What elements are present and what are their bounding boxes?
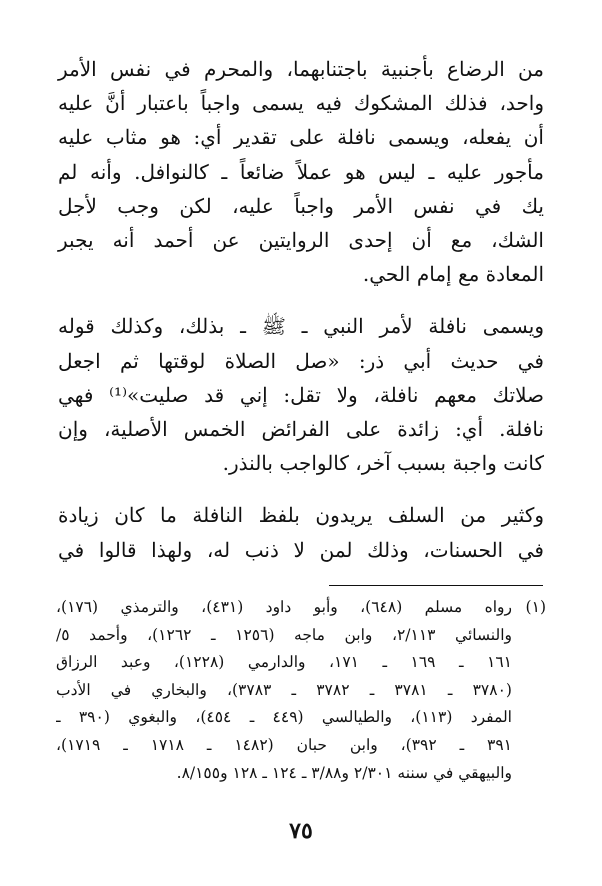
footnote-text: والنسائي ٢/١١٣، وابن ماجه (١٢٥٦ ـ ١٢٦٢)، وأحمد ٥/	[56, 625, 513, 644]
main-text	[58, 52, 544, 585]
footnote-text: (٣٧٨٠ ـ ٣٧٨١ ـ ٣٧٨٢ ـ ٣٧٨٣)، والبخاري في الأدب	[56, 680, 512, 699]
text-line: وكثير من السلف يريدون بلفظ النافلة ما كان زيادة	[58, 503, 544, 528]
footnote-line	[56, 649, 546, 677]
text-line: واحد، فذلك المشكوك فيه يسمى واجباً باعتبار أنَّ عليه	[58, 91, 544, 116]
footnote-line	[56, 677, 546, 705]
footnote-line	[56, 594, 546, 622]
footnote-divider	[329, 585, 543, 586]
footnote-text: والبيهقي في سننه ٢/٣٠١ و٣/٨٨ ـ ١٢٤ ـ ١٢٨ و٨/١٥٥.	[176, 763, 512, 782]
text-line: مأجور عليه ـ ليس هو عملاً ضائعاً ـ كالنوافل. وأنه لم	[58, 159, 544, 184]
footnote-text: المفرد (١١٣)، والطيالسي (٤٤٩ ـ ٤٥٤)، والبغوي (٣٩٠ ـ	[56, 708, 512, 727]
text-line: نافلة. أي: زائدة على الفرائض الخمس الأصلية، وإن	[58, 417, 544, 442]
text-line: الشك، مع أن إحدى الروايتين عن أحمد أنه يجبر	[58, 228, 544, 253]
text-line: صلاتك معهم نافلة، ولا تقل: إني قد صليت»⁽¹⁾ فهي	[58, 382, 544, 407]
footnote-text: ٣٩١ ـ ٣٩٢)، وابن حبان (١٤٨٢ ـ ١٧١٨ ـ ١٧١٩)،	[56, 735, 512, 754]
footnote-line	[56, 732, 546, 760]
page-number: ٧٥	[289, 818, 313, 844]
footnote-text: رواه مسلم (٦٤٨)، وأبو داود (٤٣١)، والترمذي (١٧٦)،	[56, 598, 512, 616]
text-line: المعادة مع إمام الحي.	[362, 262, 544, 287]
text-line: يك في نفس الأمر واجباً عليه، لكن وجب لأجل	[58, 193, 544, 218]
footnote-line	[56, 760, 546, 788]
text-line: من الرضاع بأجنبية باجتنابهما، والمحرم في نفس الأمر	[58, 57, 544, 81]
paragraph	[58, 52, 544, 291]
text-line: في الحسنات، وذلك لمن لا ذنب له، ولهذا قالوا في	[58, 537, 544, 562]
text-line: ويسمى نافلة لأمر النبي ـ ﷺ ـ بذلك، وكذلك قوله	[58, 314, 544, 339]
text-line: أن يفعله، ويسمى نافلة على تقدير أي: هو مثاب عليه	[58, 125, 544, 150]
footnote-line	[56, 622, 546, 650]
footnote-marker: (١)	[525, 598, 546, 616]
footnote-text: ١٦١ ـ ١٦٩ ـ ١٧١، والدارمي (١٢٢٨)، وعبد الرزاق	[56, 653, 513, 672]
text-line: في حديث أبي ذر: «صل الصلاة لوقتها ثم اجعل	[58, 348, 544, 373]
paragraph	[58, 309, 544, 480]
text-line: كانت واجبة بسبب آخر، كالواجب بالنذر.	[222, 451, 544, 476]
paragraph	[58, 498, 544, 566]
footnote-line	[56, 704, 546, 732]
footnote	[56, 594, 546, 787]
